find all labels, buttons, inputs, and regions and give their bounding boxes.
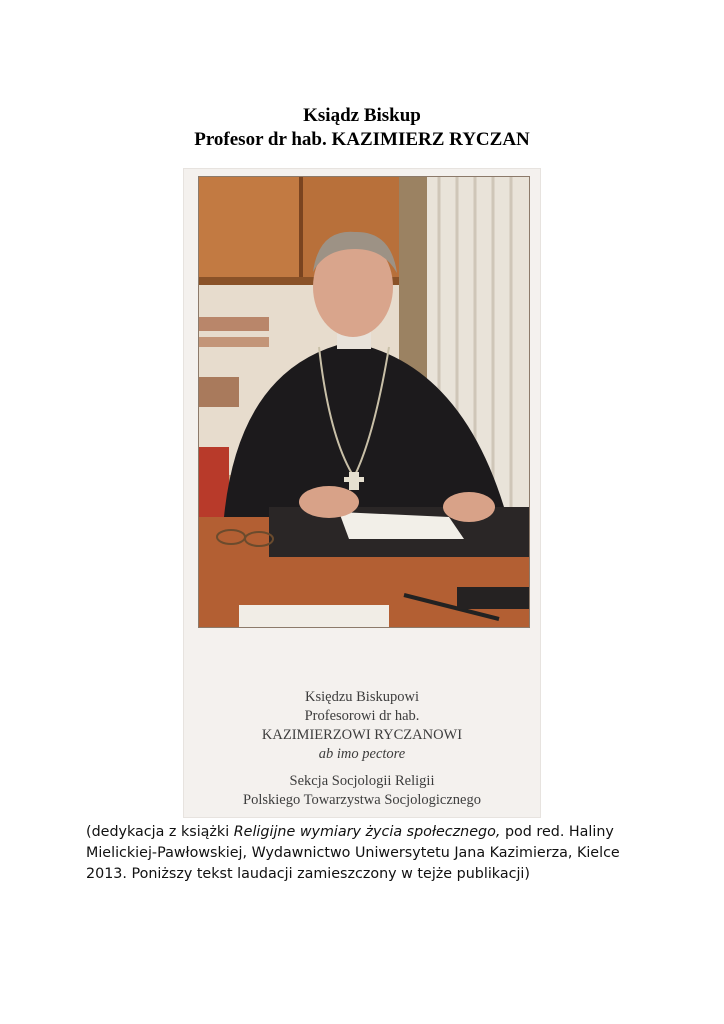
title-line-2: Profesor dr hab. KAZIMIERZ RYCZAN [194,129,530,150]
page-title [0,104,724,152]
title-line-1: Ksiądz Biskup [303,105,421,126]
dedication-line-4: ab imo pectore [318,746,406,762]
portrait-illustration [199,177,529,627]
dedication-line-1: Księdzu Biskupowi [305,689,419,705]
scanned-book-page [183,168,541,818]
dedication-text [183,688,541,810]
dedication-line-3: KAZIMIERZOWI RYCZANOWI [261,727,463,743]
caption-book-title: Religijne wymiary życia społecznego, [233,824,501,840]
dedication-line-2: Profesorowi dr hab. [304,708,420,724]
dedication-line-6: Polskiego Towarzystwa Socjologicznego [243,792,481,808]
caption-part-1: (dedykacja z książki [86,824,234,840]
portrait-photo [198,176,530,628]
caption-part-2: pod red. Haliny Mielickiej-Pawłowskiej, Wydawnictwo Uniwersytetu Jana Kazimierza, Kielce 2013. Poniższy tekst laudacji zamieszczony w tejże publikacji) [86,824,620,882]
caption-paragraph [86,822,646,885]
dedication-line-5: Sekcja Socjologii Religii [289,773,435,789]
